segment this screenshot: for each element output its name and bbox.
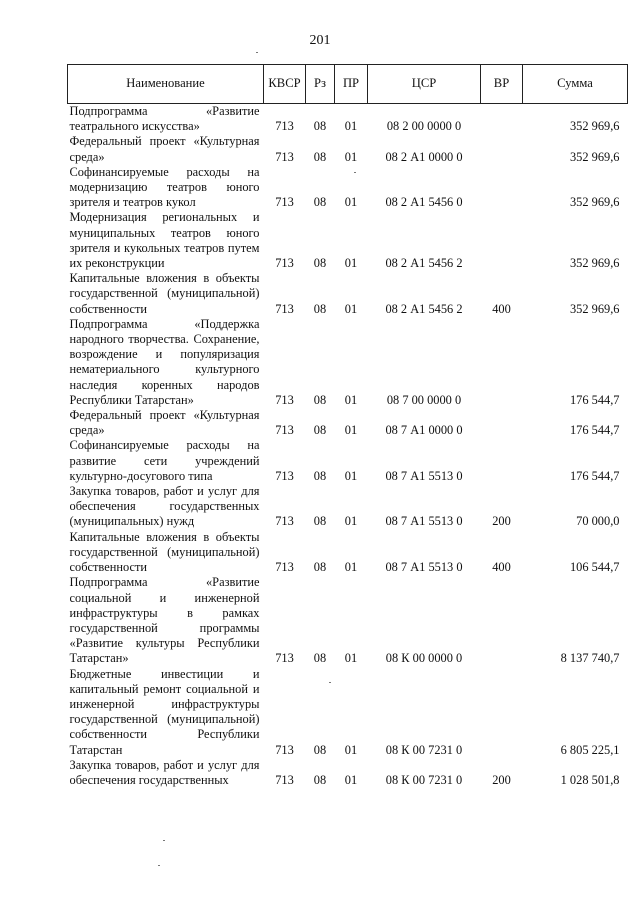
row-kvsr: 713 — [275, 119, 294, 134]
table-row — [68, 667, 628, 758]
row-rz: 08 — [313, 392, 327, 407]
row-vr: 200 — [492, 514, 511, 529]
row-sum: 1 028 501,8 — [560, 772, 620, 787]
scan-speck — [256, 52, 258, 53]
row-kvsr: 713 — [275, 772, 294, 787]
row-sum: 176 544,7 — [569, 468, 620, 483]
row-vr — [481, 667, 523, 758]
row-rz: 08 — [313, 423, 327, 438]
row-pr: 01 — [344, 560, 358, 575]
row-name: Федеральный проект «Культурная среда» — [69, 134, 260, 164]
table-row — [68, 271, 628, 317]
table-row — [68, 575, 628, 666]
row-vr — [481, 134, 523, 164]
row-vr: 400 — [492, 301, 511, 316]
row-csr: 08 К 00 0000 0 — [385, 651, 463, 666]
row-csr: 08 7 А1 0000 0 — [385, 423, 463, 438]
row-sum: 352 969,6 — [569, 301, 620, 316]
row-kvsr: 713 — [275, 256, 294, 271]
row-name: Закупка товаров, работ и услуг для обеспечения государственных — [69, 757, 260, 787]
table-row — [68, 758, 628, 788]
table-header — [68, 65, 628, 104]
row-sum: 352 969,6 — [569, 195, 620, 210]
row-csr: 08 7 А1 5513 0 — [385, 514, 463, 529]
row-csr: 08 7 А1 5513 0 — [385, 468, 463, 483]
row-pr: 01 — [344, 742, 358, 757]
row-vr — [481, 104, 523, 135]
table-row — [68, 484, 628, 530]
row-csr: 08 К 00 7231 0 — [385, 742, 463, 757]
table-row — [68, 165, 628, 211]
table-row — [68, 530, 628, 576]
row-pr: 01 — [344, 256, 358, 271]
scan-speck — [354, 172, 356, 173]
row-rz: 08 — [313, 468, 327, 483]
row-csr: 08 2 А1 0000 0 — [385, 149, 463, 164]
row-vr — [481, 438, 523, 484]
header-csr: ЦСР — [368, 65, 481, 104]
row-csr: 08 2 00 0000 0 — [386, 119, 462, 134]
row-csr: 08 К 00 7231 0 — [385, 772, 463, 787]
row-csr: 08 2 А1 5456 0 — [385, 195, 463, 210]
row-kvsr: 713 — [275, 742, 294, 757]
table-row — [68, 104, 628, 135]
row-pr: 01 — [344, 772, 358, 787]
row-kvsr: 713 — [275, 392, 294, 407]
row-pr: 01 — [344, 392, 358, 407]
row-kvsr: 713 — [275, 301, 294, 316]
row-name: Федеральный проект «Культурная среда» — [69, 408, 260, 438]
row-rz: 08 — [313, 742, 327, 757]
row-name: Капитальные вложения в объекты государственной (муниципальной) собственности — [69, 271, 260, 316]
row-sum: 352 969,6 — [569, 256, 620, 271]
table-row — [68, 210, 628, 271]
row-sum: 352 969,6 — [569, 149, 620, 164]
row-kvsr: 713 — [275, 423, 294, 438]
page-number: 201 — [309, 33, 331, 48]
header-rz: Рз — [306, 65, 335, 104]
row-csr: 08 2 А1 5456 2 — [385, 301, 463, 316]
row-name: Модернизация региональных и муниципальных театров юного зрителя и кукольных театров путем их реконструкции — [69, 210, 260, 271]
table-row — [68, 317, 628, 408]
row-name: Закупка товаров, работ и услуг для обеспечения государственных (муниципальных) нужд — [69, 484, 260, 529]
row-csr: 08 2 А1 5456 2 — [385, 256, 463, 271]
scan-speck — [329, 682, 331, 683]
header-vr: ВР — [481, 65, 523, 104]
row-rz: 08 — [313, 195, 327, 210]
row-vr — [481, 317, 523, 408]
table-body — [68, 104, 628, 789]
row-vr — [481, 575, 523, 666]
row-vr — [481, 408, 523, 438]
row-sum: 6 805 225,1 — [560, 742, 620, 757]
row-pr: 01 — [344, 651, 358, 666]
header-sum: Сумма — [523, 65, 628, 104]
row-name: Подпрограмма «Поддержка народного творчества. Сохранение, возрождение и популяризация нематериального культурного наследия коренных народов Республики Татарстан» — [69, 316, 260, 407]
row-rz: 08 — [313, 514, 327, 529]
row-pr: 01 — [344, 423, 358, 438]
row-rz: 08 — [313, 651, 327, 666]
row-sum: 352 969,6 — [569, 119, 620, 134]
row-vr — [481, 165, 523, 211]
row-sum: 106 544,7 — [569, 560, 620, 575]
row-rz: 08 — [313, 119, 327, 134]
row-name: Бюджетные инвестиции и капитальный ремонт социальной и инженерной инфраструктуры государственной (муниципальной) собственности Республики Татарстан — [69, 666, 260, 757]
row-kvsr: 713 — [275, 651, 294, 666]
row-pr: 01 — [344, 514, 358, 529]
row-pr: 01 — [344, 195, 358, 210]
row-name: Капитальные вложения в объекты государственной (муниципальной) собственности — [69, 529, 260, 575]
row-kvsr: 713 — [275, 468, 294, 483]
row-rz: 08 — [313, 772, 327, 787]
row-pr: 01 — [344, 301, 358, 316]
header-kvsr: КВСР — [264, 65, 306, 104]
header-pr: ПР — [335, 65, 368, 104]
row-kvsr: 713 — [275, 149, 294, 164]
row-rz: 08 — [313, 149, 327, 164]
row-name: Подпрограмма «Развитие социальной и инженерной инфраструктуры в рамках государственной программы «Развитие культуры Республики Татарстан» — [69, 575, 260, 666]
row-kvsr: 713 — [275, 514, 294, 529]
table-row — [68, 408, 628, 438]
row-vr: 200 — [492, 772, 511, 787]
table-row — [68, 438, 628, 484]
row-sum: 8 137 740,7 — [560, 651, 620, 666]
row-sum: 176 544,7 — [569, 392, 620, 407]
row-csr: 08 7 00 0000 0 — [386, 392, 462, 407]
scan-speck — [163, 840, 165, 841]
row-name: Софинансируемые расходы на развитие сети учреждений культурно-досугового типа — [69, 438, 260, 483]
scan-speck — [158, 865, 160, 866]
row-pr: 01 — [344, 149, 358, 164]
row-pr: 01 — [344, 119, 358, 134]
row-name: Софинансируемые расходы на модернизацию театров юного зрителя и театров кукол — [69, 164, 260, 210]
budget-table — [67, 64, 628, 788]
row-pr: 01 — [344, 468, 358, 483]
row-kvsr: 713 — [275, 560, 294, 575]
row-csr: 08 7 А1 5513 0 — [385, 560, 463, 575]
table-row — [68, 134, 628, 164]
row-sum: 176 544,7 — [569, 423, 620, 438]
row-kvsr: 713 — [275, 195, 294, 210]
header-name: Наименование — [68, 65, 264, 104]
row-rz: 08 — [313, 560, 327, 575]
row-sum: 70 000,0 — [576, 514, 620, 529]
row-name: Подпрограмма «Развитие театрального искусства» — [69, 104, 260, 134]
row-rz: 08 — [313, 256, 327, 271]
row-vr — [481, 210, 523, 271]
row-vr: 400 — [492, 560, 511, 575]
row-rz: 08 — [313, 301, 327, 316]
